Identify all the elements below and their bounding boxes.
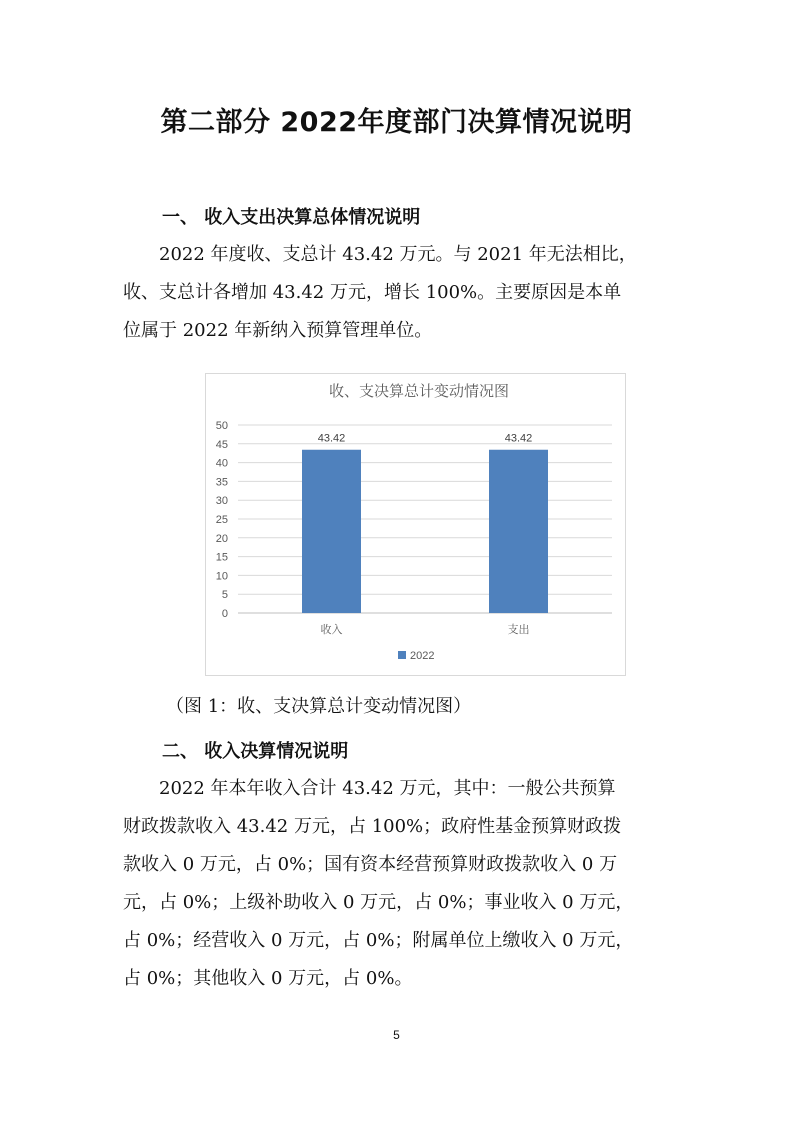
x-tick-label: 支出 [507,623,530,636]
section2-line: 款收入 0 万元，占 0%；国有资本经营预算财政拨款收入 0 万 [123,854,618,875]
chart-svg [206,374,625,675]
figure-caption: （图 1：收、支决算总计变动情况图） [166,696,472,717]
section2-line: 占 0%；经营收入 0 万元，占 0%；附属单位上缴收入 0 万元， [123,930,634,951]
page-number: 5 [393,1028,400,1042]
y-tick-label: 45 [215,438,228,451]
x-tick-label: 收入 [320,623,343,636]
y-tick-label: 50 [215,420,228,432]
legend-label: 2022 [410,650,435,662]
y-tick-label: 15 [215,551,228,564]
section1-line: 位属于 2022 年新纳入预算管理单位。 [123,320,433,341]
section2-line: 占 0%；其他收入 0 万元，占 0%。 [123,968,413,989]
section2-line: 元，占 0%；上级补助收入 0 万元，占 0%；事业收入 0 万元， [123,892,634,913]
y-tick-label: 20 [215,532,228,545]
y-tick-label: 0 [221,608,228,620]
section2-heading: 二、 收入决算情况说明 [162,741,349,762]
chart-legend [398,650,434,662]
section1-line: 收、支总计各增加 43.42 万元，增长 100%。主要原因是本单 [123,282,622,303]
bar-chart [205,373,626,676]
y-tick-label: 25 [215,514,228,526]
section2-line: 财政拨款收入 43.42 万元，占 100%；政府性基金预算财政拨 [123,816,622,837]
data-label: 43.42 [317,432,346,445]
chart-title: 收、支决算总计变动情况图 [328,382,510,400]
legend-swatch [398,651,406,659]
y-tick-label: 40 [215,457,228,470]
bar [489,450,548,613]
y-tick-label: 30 [215,495,228,508]
y-tick-label: 5 [221,589,228,602]
page-title: 第二部分 2022年度部门决算情况说明 [160,107,633,138]
section2-paragraph [123,770,683,998]
section1-line: 2022 年度收、支总计 43.42 万元。与 2021 年无法相比， [159,244,637,265]
bar [302,450,361,613]
section1-paragraph [123,236,683,350]
y-tick-label: 10 [215,570,228,583]
y-tick-label: 35 [215,476,228,489]
data-label: 43.42 [504,432,533,445]
section1-heading: 一、 收入支出决算总体情况说明 [162,207,421,228]
section2-line: 2022 年本年收入合计 43.42 万元，其中：一般公共预算 [159,778,616,799]
